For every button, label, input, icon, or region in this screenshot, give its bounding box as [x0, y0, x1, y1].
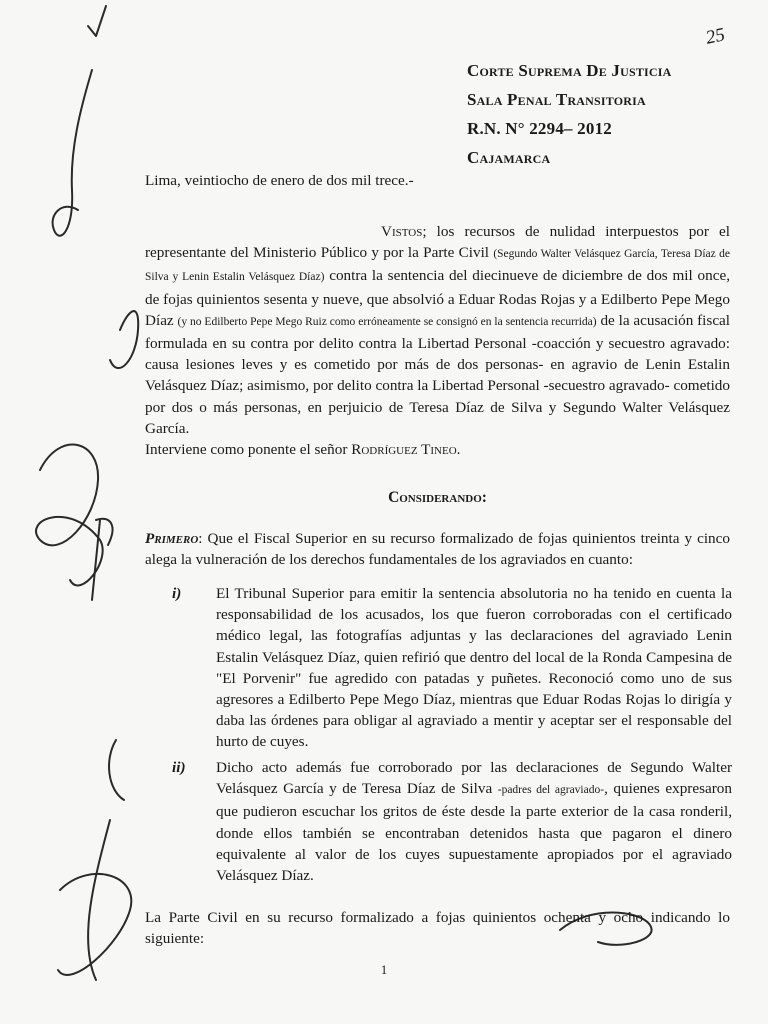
parte-civil-paragraph: La Parte Civil en su recurso formalizado a fojas quinientos ochenta y ocho indicando lo siguiente: [145, 909, 730, 948]
margin-scribble-top [53, 70, 92, 236]
ponente-suffix: . [456, 441, 461, 459]
ponente-prefix: Interviene como ponente el señor [145, 441, 352, 459]
item-number: i) [172, 585, 182, 602]
document-header [467, 56, 672, 172]
page-number: 1 [380, 962, 388, 977]
vistos-text-3: de la acusación fiscal formulada en su contra por delito contra la Libertad Personal -coacción y secuestro agravado: causa lesiones leves y es cometido por más de dos personas- en agravio de Lenin Estalin Velásquez Díaz; asimismo, por delito contra la Libertad Personal -secuestro agravado- cometido por dos o más personas, en perjuicio de Teresa Díaz de Silva y Segundo Walter Velásquez García. [145, 311, 731, 437]
vistos-text-2: contra la sentencia del diecinueve de diciembre de dos mil once, de fojas quinientos sesenta y nueve, que absolvió a Eduar Rodas Rojas y a Edilberto Pepe Mego Díaz [145, 267, 730, 329]
date-line: Lima, veintiocho de enero de dos mil trece.- [145, 172, 414, 189]
item-text [216, 757, 732, 886]
margin-scribble-middle [36, 445, 103, 586]
item-text-b: , quienes expresaron que pudieron escuchar los gritos de éste desde la parte exterior de la casa ronderil, donde ellos también se encontraban detenidos hasta que pagaron el dinero equivalente al valor de los cuyes supuestamente apropiados por el agraviado Velásquez Díaz. [216, 780, 732, 885]
chamber-name: Sala Penal Transitoria [467, 90, 646, 109]
primero-label: Primero [145, 530, 199, 547]
primero-paragraph [145, 528, 730, 570]
vistos-heading: Vistos [381, 223, 423, 240]
item-number: ii) [172, 759, 186, 776]
item-parents-note: -padres del agraviado- [497, 784, 605, 797]
margin-scribble-lower [88, 740, 124, 980]
item-text: El Tribunal Superior para emitir la sentencia absolutoria no ha tenido en cuenta la responsabilidad de los acusados, los que fueron corroboradas con el certificado médico legal, las fotografías adjuntas y las declaraciones del agraviado Lenin Estalin Velásquez Díaz, quien refirió que dentro del local de la Ronda Campesina de "El Porvenir" fue agredido con patadas y puñetes. Reconoció como uno de sus agresores a Edilberto Pepe Mego Díaz, mientras que Eduar Rodas Rojas lo dirigía y daba las órdenes para obligar al agraviado a mentir y aceptar ser el responsable del hurto de cuyes. [216, 585, 732, 751]
vistos-name-note: (y no Edilberto Pepe Mego Ruiz como erróneamente se consignó en la sentencia recurrida) [177, 315, 597, 328]
primero-text: : Que el Fiscal Superior en su recurso formalizado de fojas quinientos treinta y cinco alega la vulneración de los derechos fundamentales de los agraviados en cuanto: [145, 530, 730, 569]
case-number: R.N. N° 2294– 2012 [467, 119, 612, 138]
margin-scribble-upper [110, 311, 138, 368]
checkmark-scribble [88, 6, 106, 36]
ponente-name: Rodríguez Tineo [351, 441, 457, 459]
item-text-a: Dicho acto además fue corroborado por las declaraciones de Segundo Walter Velásquez García y de Teresa Díaz de Silva [216, 759, 732, 798]
court-name: Corte Suprema De Justicia [467, 61, 672, 80]
vistos-text-1: ; los recursos de nulidad interpuestos por el representante del Ministerio Público y por la Parte Civil [145, 223, 730, 262]
margin-scribble-hook [92, 519, 112, 600]
vistos-parties-note: (Segundo Walter Velásquez García, Teresa Díaz de Silva y Lenin Estalin Velásquez Díaz) [145, 248, 730, 284]
considerando-heading: Considerando: [388, 489, 487, 506]
folio-number: 25 [703, 24, 727, 49]
region-name: Cajamarca [467, 148, 551, 167]
vistos-paragraph [145, 221, 730, 460]
list-item [172, 583, 732, 753]
list-item [172, 757, 732, 886]
